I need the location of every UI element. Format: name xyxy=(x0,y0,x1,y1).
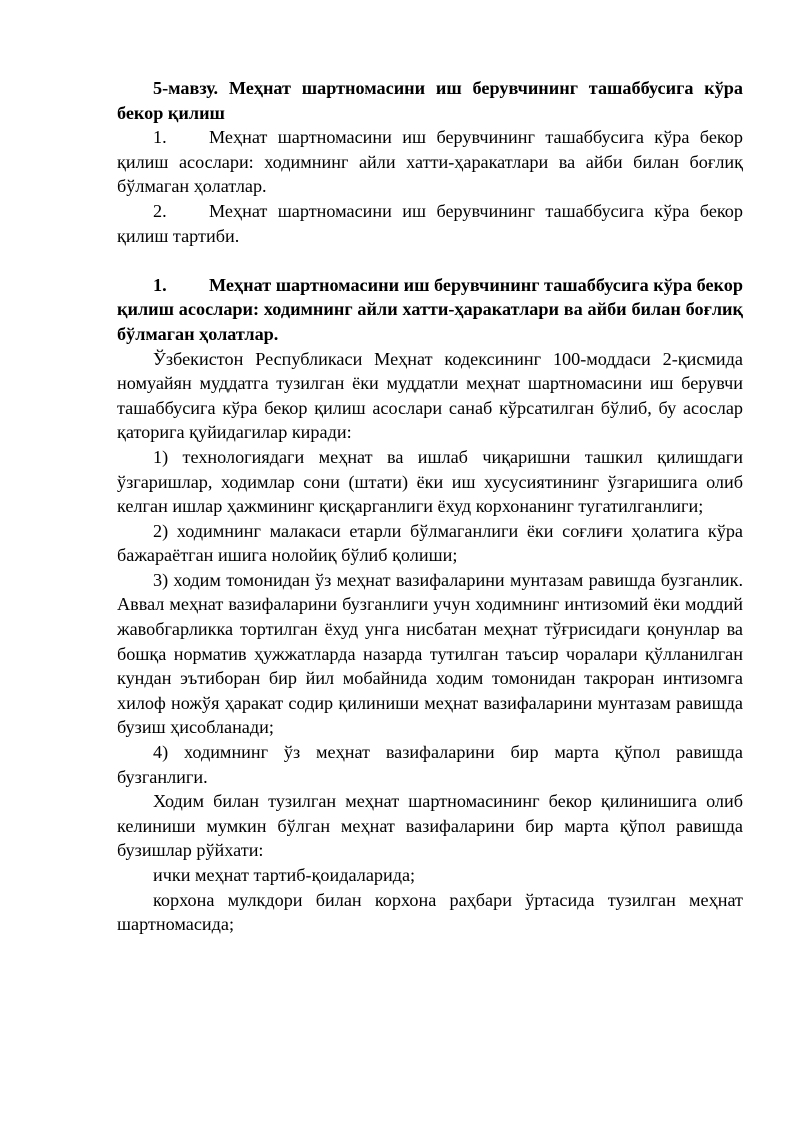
body-paragraph: Ходим билан тузилган меҳнат шартномасининг бекор қилинишига олиб келиниши мумкин бўлган меҳнат вазифаларини бир марта қўпол равишда бузишлар рўйхати: xyxy=(117,791,743,861)
topic-title: 5-мавзу. Меҳнат шартномасини иш берувчининг ташаббусига кўра бекор қилиш xyxy=(117,78,743,123)
list-item: 3) ходим томонидан ўз меҳнат вазифаларини мунтазам равишда бузганлик. Аввал меҳнат вазифаларини бузганлиги учун ходимнинг интизомий ёки моддий жавобгарликка тортилган ёхуд унга нисбатан меҳнат тўғрисидаги қонунлар ва бошқа норматив ҳужжатларда назарда тутилган таъсир чоралари қўлланилган кундан эътиборан бир йил мобайнида ходим томонидан такроран интизомга хилоф ножўя ҳаракат содир қилиниши меҳнат вазифаларини мунтазам равишда бузиш ҳисобланади; xyxy=(117,569,743,738)
list-item: корхона мулкдори билан корхона раҳбари ўртасида тузилган меҳнат шартномасида; xyxy=(117,889,743,935)
blank-line xyxy=(117,248,743,273)
section-heading xyxy=(117,273,743,347)
outline-item xyxy=(117,199,743,248)
outline-text: Меҳнат шартномасини иш берувчининг ташаббусига кўра бекор қилиш тартиби. xyxy=(117,200,743,246)
list-item: 1) технологиядаги меҳнат ва ишлаб чиқаришни ташкил қилишдаги ўзгаришлар, ходимлар сони (штати) ёки иш хусусиятининг ўзгаришига олиб келган ишлар ҳажмининг қисқарганлиги ёхуд корхонанинг тугатилганлиги; xyxy=(117,446,743,517)
list-item: ички меҳнат тартиб-қоидаларида; xyxy=(153,865,416,885)
list-item: 2) ходимнинг малакаси етарли бўлмаганлиги ёки соғлиғи ҳолатига кўра бажараётган ишига нолойиқ бўлиб қолиши; xyxy=(117,520,743,566)
outline-number: 2. xyxy=(153,200,167,221)
section-number: 1. xyxy=(153,274,167,295)
outline-item xyxy=(117,125,743,199)
body-paragraph: Ўзбекистон Республикаси Меҳнат кодексининг 100-моддаси 2-қисмида номуайян муддатга тузилган ёки муддатли меҳнат шартномасини иш берувчи ташаббусига кўра бекор қилиш асослари санаб кўрсатилган бўлиб, бу асослар қаторига қуйидагилар киради: xyxy=(117,348,743,443)
section-heading-text: Меҳнат шартномасини иш берувчининг ташаббусига кўра бекор қилиш асослари: ходимнинг айли хатти-ҳаракатлари ва айби билан боғлиқ бўлмаган ҳолатлар. xyxy=(117,274,743,344)
list-item: 4) ходимнинг ўз меҳнат вазифаларини бир марта қўпол равишда бузганлиги. xyxy=(117,742,743,787)
outline-text: Меҳнат шартномасини иш берувчининг ташаббусига кўра бекор қилиш асослари: ходимнинг айли хатти-ҳаракатлари ва айби билан боғлиқ бўлмаган ҳолатлар. xyxy=(117,127,743,197)
outline-number: 1. xyxy=(153,127,167,148)
